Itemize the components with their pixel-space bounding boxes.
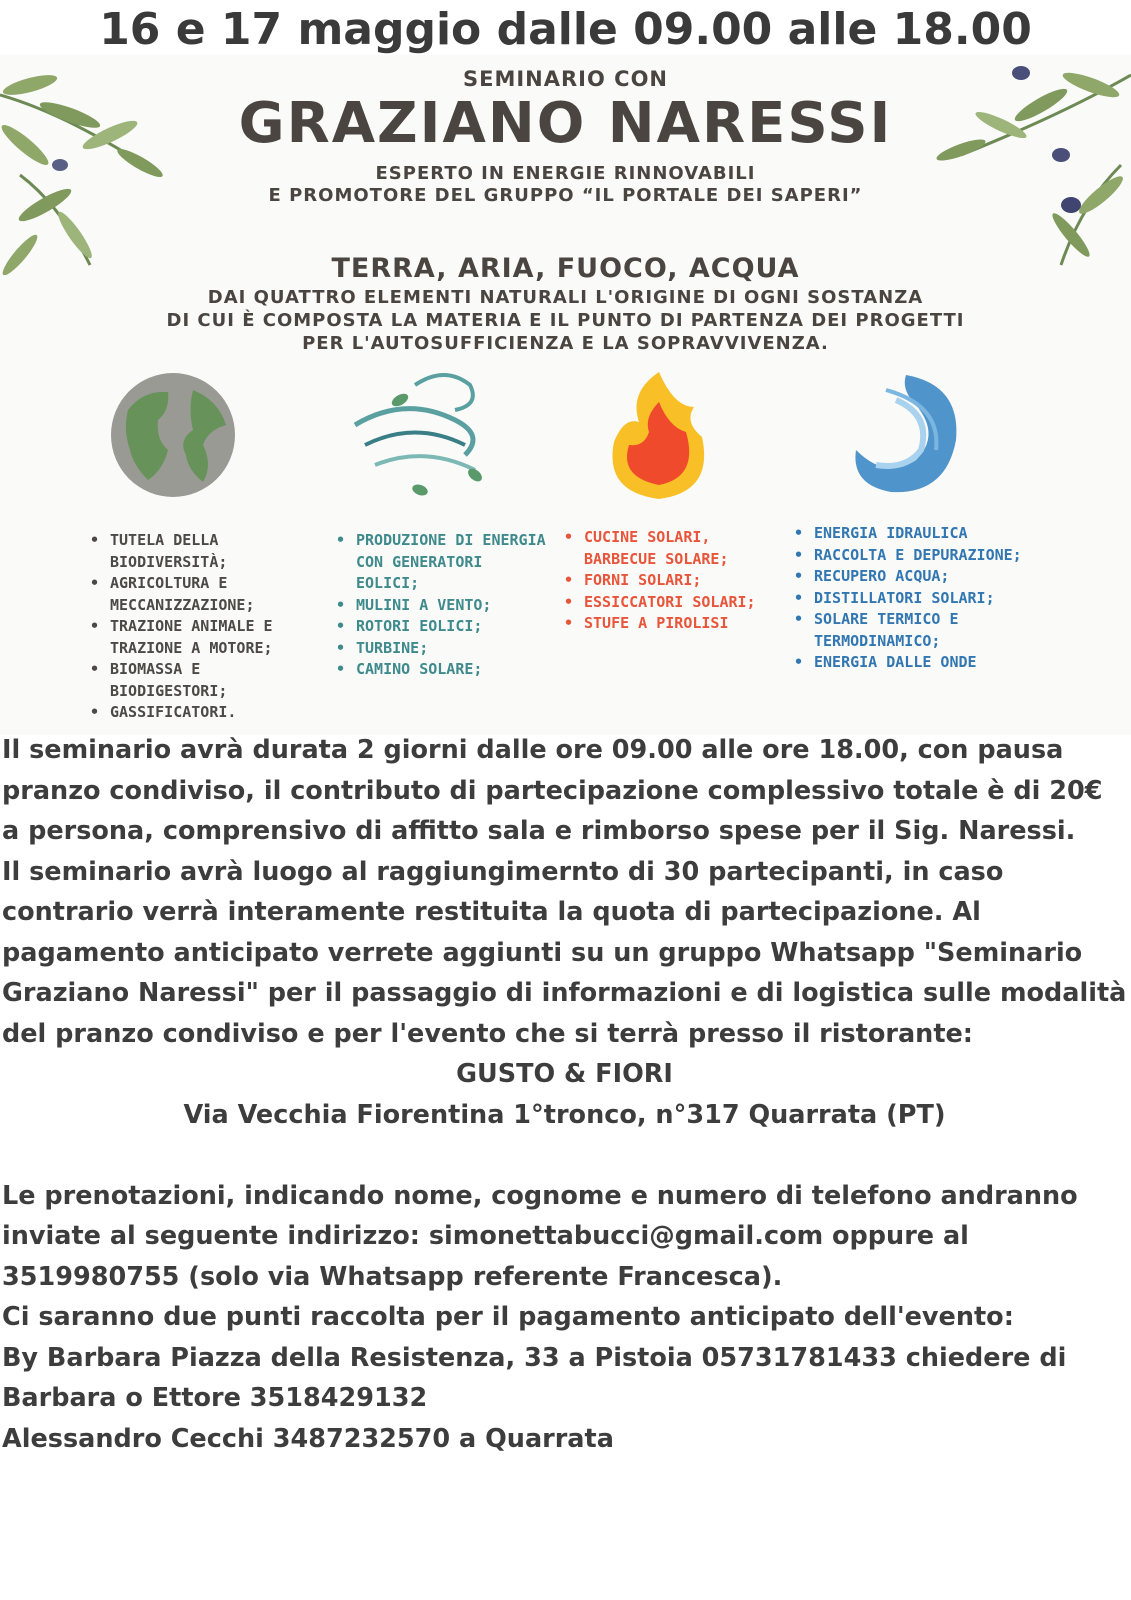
air-wind-icon [345, 365, 495, 505]
list-item: • TRAZIONE ANIMALE E TRAZIONE A MOTORE; [88, 616, 313, 659]
venue-address: Via Vecchia Fiorentina 1°tronco, n°317 Quarrata (PT) [183, 1099, 946, 1130]
elements-desc-3: PER L'AUTOSUFFICIENZA E LA SOPRAVVIVENZA. [302, 333, 829, 354]
seminar-intro: SEMINARIO CON [463, 67, 668, 91]
list-item: • ENERGIA DALLE ONDE [792, 652, 1032, 674]
list-item: • RACCOLTA E DEPURAZIONE; [792, 545, 1032, 567]
list-item: • MULINI A VENTO; [334, 595, 554, 617]
water-wave-icon [846, 370, 961, 500]
list-item: • PRODUZIONE DI ENERGIA CON GENERATORI EOLICI; [334, 530, 554, 595]
elements-desc-2: DI CUI È COMPOSTA LA MATERIA E IL PUNTO DI PARTENZA DEI PROGETTI [166, 310, 965, 331]
elements-desc-1: DAI QUATTRO ELEMENTI NATURALI L'ORIGINE DI OGNI SOSTANZA [207, 287, 924, 308]
spacer [2, 1135, 1127, 1176]
list-item: • ESSICCATORI SOLARI; [562, 592, 787, 614]
elements-title: TERRA, ARIA, FUOCO, ACQUA [331, 253, 800, 284]
date-title: 16 e 17 maggio dalle 09.00 alle 18.00 [99, 4, 1032, 55]
speaker-role-1: ESPERTO IN ENERGIE RINNOVABILI [375, 163, 756, 184]
venue-name: GUSTO & FIORI [456, 1059, 673, 1089]
collection-point-pistoia: By Barbara Piazza della Resistenza, 33 a Pistoia 05731781433 chiedere di Barbara o Ettore 3518429132 [2, 1342, 1067, 1413]
list-item: • FORNI SOLARI; [562, 570, 787, 592]
seminar-flyer [0, 55, 1131, 735]
earth-topic-list [88, 530, 313, 724]
list-item: • SOLARE TERMICO E TERMODINAMICO; [792, 609, 1032, 652]
list-item: • TURBINE; [334, 638, 554, 660]
list-item: • BIOMASSA E BIODIGESTORI; [88, 659, 313, 702]
list-item: • CUCINE SOLARI, BARBECUE SOLARE; [562, 527, 787, 570]
list-item: • GASSIFICATORI. [88, 702, 313, 724]
list-item: • RECUPERO ACQUA; [792, 566, 1032, 588]
list-item: • STUFE A PIROLISI [562, 613, 787, 635]
speaker-role-2: E PROMOTORE DEL GRUPPO “IL PORTALE DEI SAPERI” [268, 185, 863, 206]
air-topic-list [334, 530, 554, 681]
list-item: • ROTORI EOLICI; [334, 616, 554, 638]
paragraph-bookings: Le prenotazioni, indicando nome, cognome e numero di telefono andranno inviate al seguente indirizzo: simonettabucci@gmail.com oppure al 3519980755 (solo via Whatsapp referente Francesca). [2, 1180, 1078, 1292]
list-item: • TUTELA DELLA BIODIVERSITÀ; [88, 530, 313, 573]
paragraph-duration: Il seminario avrà durata 2 giorni dalle ore 09.00 alle ore 18.00, con pausa pranzo condiviso, il contributo di partecipazione complessivo totale è di 20€ a persona, comprensivo di affitto sala e rimborso spese per il Sig. Naressi. [2, 735, 1103, 846]
fire-topic-list [562, 527, 787, 635]
seminar-details [2, 730, 1127, 1459]
speaker-name: GRAZIANO NARESSI [238, 91, 893, 156]
collection-point-quarrata: Alessandro Cecchi 3487232570 a Quarrata [2, 1423, 614, 1454]
paragraph-collection-points: Ci saranno due punti raccolta per il pagamento anticipato dell'evento: [2, 1302, 1014, 1332]
earth-globe-icon [108, 370, 238, 500]
fire-flame-icon [604, 367, 714, 502]
paragraph-conditions: Il seminario avrà luogo al raggiungimernto di 30 partecipanti, in caso contrario verrà interamente restituita la quota di partecipazione. Al pagamento anticipato verrete aggiunti su un gruppo Whatsapp "Seminario Graziano Naressi" per il passaggio di informazioni e di logistica sulle modalità del pranzo condiviso e per l'evento che si terrà presso il ristorante: [2, 856, 1127, 1049]
water-topic-list [792, 523, 1032, 674]
list-item: • ENERGIA IDRAULICA [792, 523, 1032, 545]
list-item: • DISTILLATORI SOLARI; [792, 588, 1032, 610]
list-item: • AGRICOLTURA E MECCANIZZAZIONE; [88, 573, 313, 616]
list-item: • CAMINO SOLARE; [334, 659, 554, 681]
